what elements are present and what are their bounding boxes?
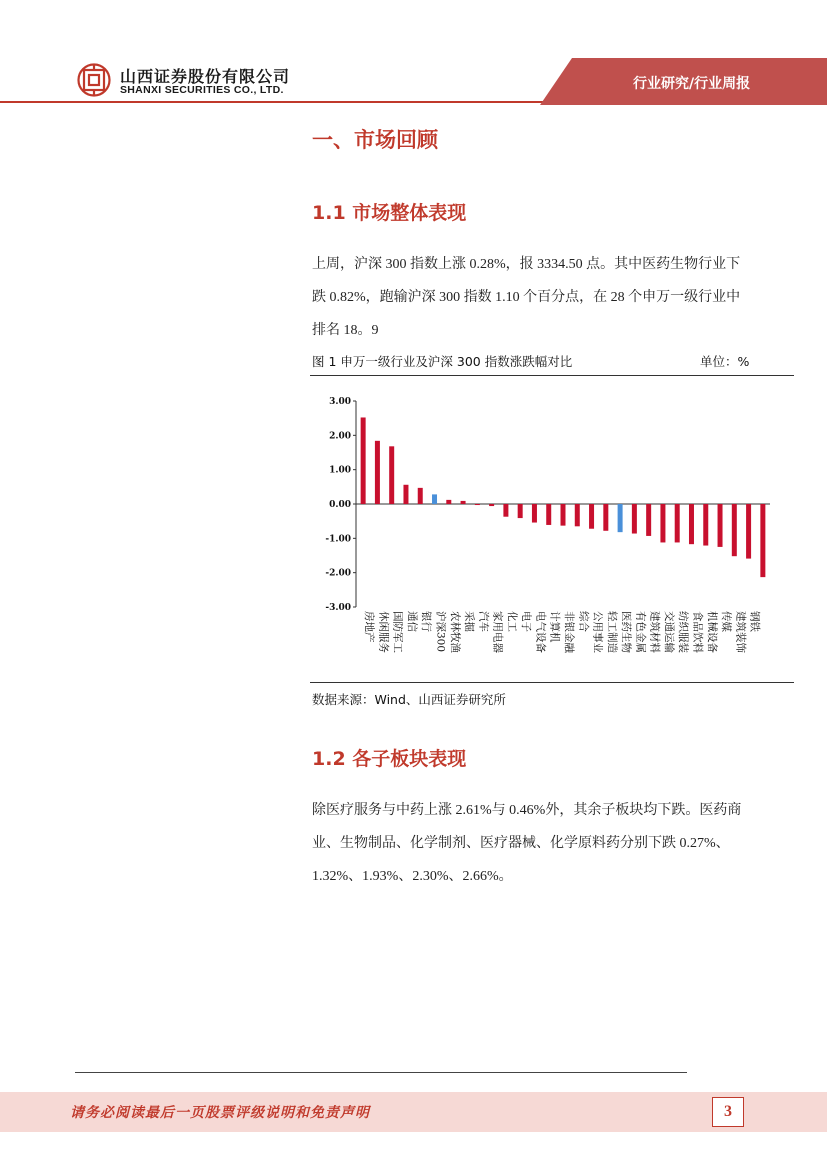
y-tick-label: 3.00 xyxy=(329,397,351,407)
x-tick-label: 交通运输 xyxy=(662,611,675,653)
bar xyxy=(732,504,737,556)
bar xyxy=(461,501,466,504)
x-tick-label: 传媒 xyxy=(720,611,733,632)
company-name-en: SHANXI SECURITIES CO., LTD. xyxy=(120,84,284,96)
bar xyxy=(375,441,380,504)
bar xyxy=(503,504,508,517)
x-tick-label: 电子 xyxy=(520,611,533,632)
x-tick-label: 银行 xyxy=(420,611,433,632)
section-title-overall-performance: 1.1 市场整体表现 xyxy=(312,202,467,224)
bar xyxy=(418,488,423,504)
bar xyxy=(646,504,651,536)
bar xyxy=(618,504,623,532)
bar xyxy=(561,504,566,526)
x-tick-label: 有色金属 xyxy=(634,611,647,653)
section-title-market-review: 一、市场回顾 xyxy=(312,128,438,152)
disclaimer-link[interactable]: 请务必阅读最后一页股票评级说明和免责声明 xyxy=(70,1105,370,1121)
x-tick-label: 国防军工 xyxy=(391,611,404,653)
company-logo-icon xyxy=(77,63,111,97)
x-tick-label: 农林牧渔 xyxy=(448,611,461,653)
x-tick-label: 综合 xyxy=(577,611,590,632)
y-tick-label: 0.00 xyxy=(329,500,351,510)
paragraph-line: 跌 0.82%，跑输沪深 300 指数 1.10 个百分点，在 28 个申万一级行业中 xyxy=(312,290,741,305)
x-tick-label: 机械设备 xyxy=(705,611,718,653)
bar xyxy=(575,504,580,526)
figure-caption: 图 1 申万一级行业及沪深 300 指数涨跌幅对比 xyxy=(312,354,573,369)
x-tick-label: 医药生物 xyxy=(620,611,633,653)
bar xyxy=(518,504,523,518)
paragraph-line: 业、生物制品、化学制剂、医疗器械、化学原料药分别下跌 0.27%、 xyxy=(312,836,730,851)
bar xyxy=(675,504,680,542)
bar xyxy=(760,504,765,577)
figure-unit: 单位：% xyxy=(700,354,750,369)
paragraph-line: 1.32%、1.93%、2.30%、2.66%。 xyxy=(312,869,513,884)
y-tick-label: 2.00 xyxy=(329,431,351,442)
subsector-paragraph xyxy=(312,794,764,893)
x-tick-label: 计算机 xyxy=(548,611,561,643)
overall-performance-paragraph xyxy=(312,248,764,347)
bar xyxy=(403,485,408,504)
paragraph-line: 除医疗服务与中药上涨 2.61%与 0.46%外，其余子板块均下跌。医药商 xyxy=(312,803,742,818)
x-tick-label: 轻工制造 xyxy=(605,611,618,653)
bar xyxy=(689,504,694,544)
x-tick-label: 纺织服装 xyxy=(677,611,690,653)
x-tick-label: 公用事业 xyxy=(591,611,604,653)
report-type-label: 行业研究/行业周报 xyxy=(633,76,751,92)
x-tick-label: 通信 xyxy=(405,611,418,632)
section-title-subsector-performance: 1.2 各子板块表现 xyxy=(312,748,467,770)
x-tick-label: 食品饮料 xyxy=(691,611,704,653)
bar xyxy=(432,494,437,504)
paragraph-line: 排名 18。9 xyxy=(312,323,379,338)
bar xyxy=(703,504,708,546)
figure-bottom-rule xyxy=(310,682,794,683)
x-tick-label: 休闲服务 xyxy=(377,611,390,653)
bar xyxy=(532,504,537,523)
x-tick-label: 房地产 xyxy=(363,611,376,643)
figure-top-rule xyxy=(310,375,794,376)
paragraph-line: 上周，沪深 300 指数上涨 0.28%，报 3334.50 点。其中医药生物行业下 xyxy=(312,257,741,272)
y-tick-label: -1.00 xyxy=(325,534,351,545)
x-tick-label: 化工 xyxy=(505,611,518,632)
bar xyxy=(746,504,751,559)
x-tick-label: 采掘 xyxy=(463,611,476,632)
bar xyxy=(589,504,594,529)
x-tick-label: 汽车 xyxy=(477,611,490,632)
x-tick-label: 非银金融 xyxy=(563,611,575,653)
bar xyxy=(632,504,637,534)
industry-performance-chart xyxy=(310,385,780,680)
x-tick-label: 建筑材料 xyxy=(648,611,661,653)
y-tick-label: 1.00 xyxy=(329,465,351,476)
y-tick-label: -2.00 xyxy=(325,568,351,579)
figure-source: 数据来源：Wind、山西证券研究所 xyxy=(312,692,506,707)
bar xyxy=(446,500,451,504)
x-tick-label: 建筑装饰 xyxy=(734,611,747,653)
bar xyxy=(475,504,480,505)
x-tick-label: 钢铁 xyxy=(748,611,761,632)
x-tick-label: 电气设备 xyxy=(534,611,547,653)
y-tick-label: -3.00 xyxy=(325,603,351,613)
bar xyxy=(546,504,551,525)
x-tick-label: 家用电器 xyxy=(491,611,504,653)
bar xyxy=(603,504,608,531)
page-number: 3 xyxy=(712,1097,744,1127)
x-tick-label: 沪深300 xyxy=(434,611,447,653)
company-name-cn: 山西证券股份有限公司 xyxy=(120,67,291,86)
bar xyxy=(361,417,366,504)
footer-rule xyxy=(75,1072,687,1073)
bar xyxy=(660,504,665,542)
bar xyxy=(718,504,723,547)
bar xyxy=(489,504,494,506)
bar xyxy=(389,446,394,504)
